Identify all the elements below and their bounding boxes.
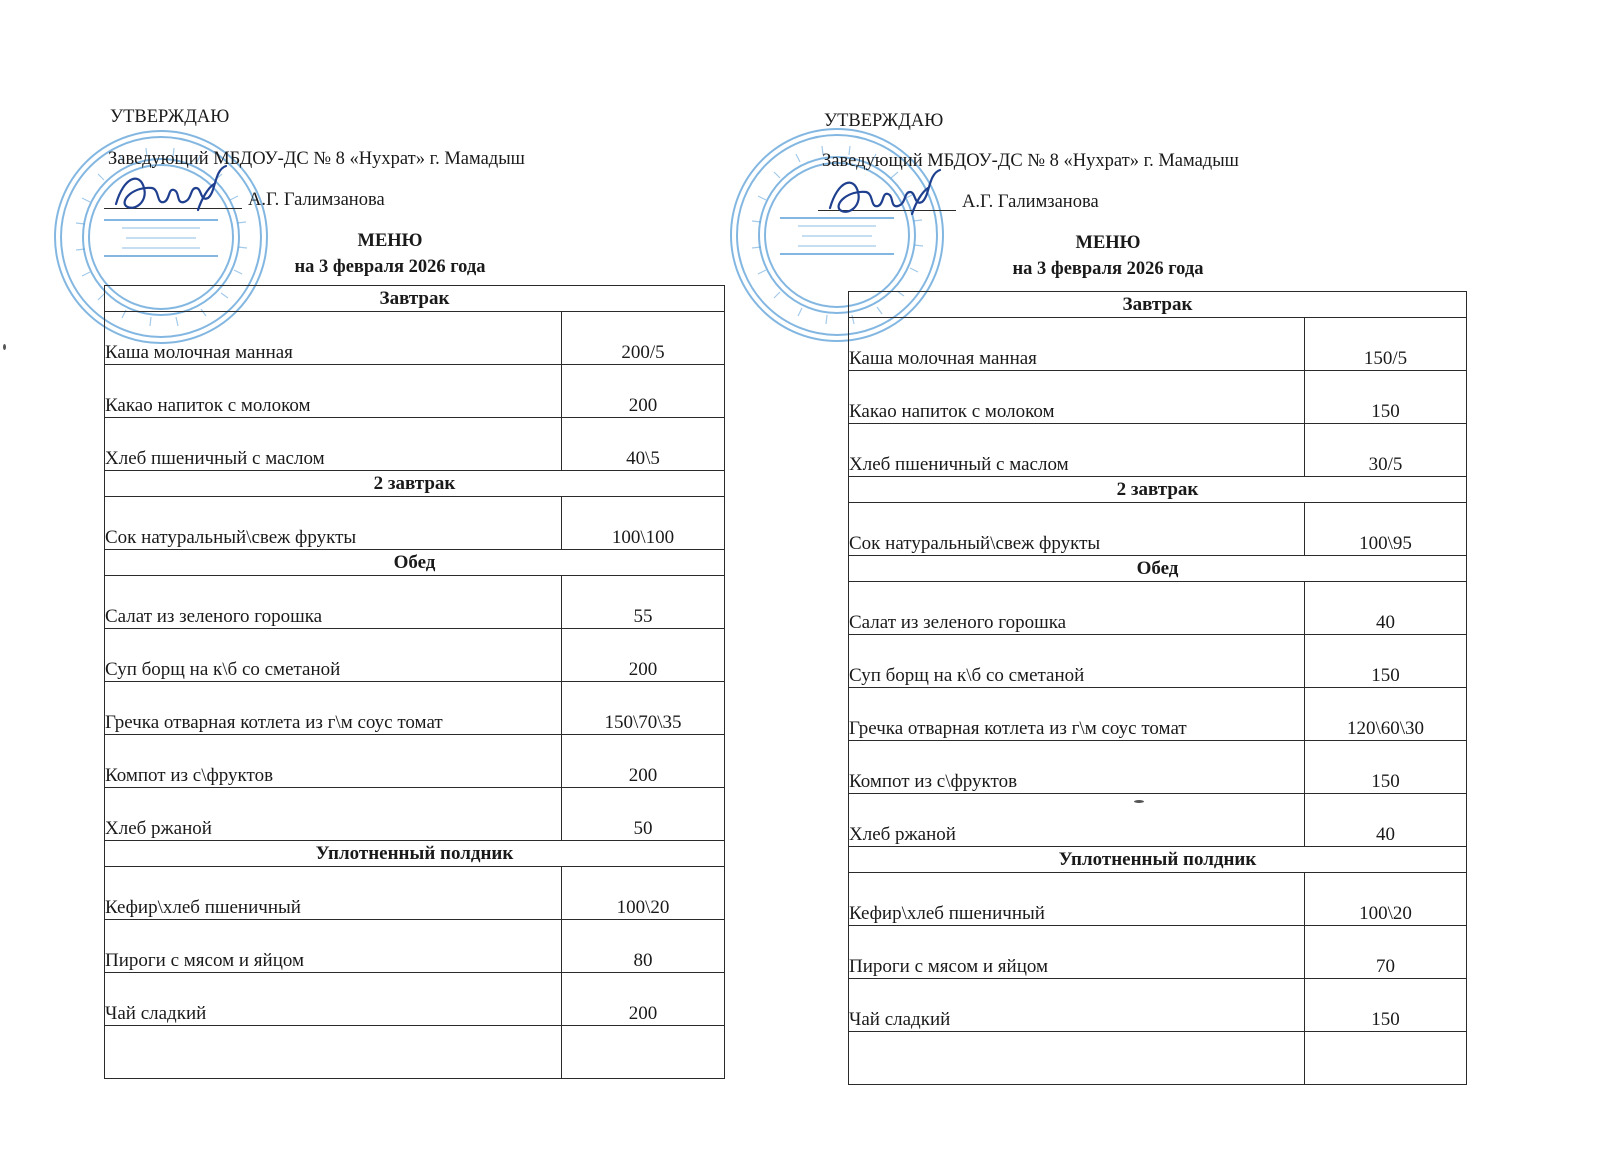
table-row — [105, 312, 725, 365]
dish-name: Суп борщ на к\б со сметаной — [105, 629, 562, 682]
approval-position: Заведующий МБДОУ-ДС № 8 «Нухрат» г. Мамадыш — [108, 149, 525, 169]
table-row — [849, 873, 1467, 926]
dish-name — [105, 1026, 562, 1079]
table-row — [105, 365, 725, 418]
dish-amount: 200/5 — [562, 312, 725, 365]
dish-amount: 150 — [1305, 979, 1467, 1032]
section-heading: Обед — [849, 556, 1467, 582]
dish-name: Пироги с мясом и яйцом — [105, 920, 562, 973]
section-row-breakfast — [849, 292, 1467, 318]
table-row — [849, 582, 1467, 635]
table-row — [849, 688, 1467, 741]
dish-amount: 40 — [1305, 582, 1467, 635]
section-heading: 2 завтрак — [105, 471, 725, 497]
menu-table — [104, 285, 725, 1079]
dish-name: Сок натуральный\свеж фрукты — [849, 503, 1305, 556]
dish-amount — [562, 1026, 725, 1079]
table-row — [849, 318, 1467, 371]
table-row — [849, 979, 1467, 1032]
dish-name: Пироги с мясом и яйцом — [849, 926, 1305, 979]
menu-title: МЕНЮ — [357, 231, 423, 251]
dish-name: Какао напиток с молоком — [849, 371, 1305, 424]
dish-amount: 120\60\30 — [1305, 688, 1467, 741]
handwritten-signature — [104, 158, 244, 228]
dish-amount: 100\100 — [562, 497, 725, 550]
dish-name: Сок натуральный\свеж фрукты — [105, 497, 562, 550]
dish-name: Хлеб пшеничный с маслом — [849, 424, 1305, 477]
handwritten-signature — [818, 162, 958, 232]
section-heading: Уплотненный полдник — [849, 847, 1467, 873]
dish-name: Салат из зеленого горошка — [849, 582, 1305, 635]
dish-amount: 200 — [562, 629, 725, 682]
section-heading: Уплотненный полдник — [105, 841, 725, 867]
table-row — [105, 629, 725, 682]
section-heading: Завтрак — [105, 286, 725, 312]
table-row — [849, 794, 1467, 847]
dish-name: Какао напиток с молоком — [105, 365, 562, 418]
menu-date: на 3 февраля 2026 года — [1012, 259, 1204, 279]
dish-name — [849, 1032, 1305, 1085]
dish-name: Гречка отварная котлета из г\м соус томат — [105, 682, 562, 735]
director-name: А.Г. Галимзанова — [248, 190, 385, 210]
menu-sheet-left — [0, 0, 760, 1164]
menu-sheet-right — [740, 0, 1500, 1164]
table-row — [849, 635, 1467, 688]
section-heading: Обед — [105, 550, 725, 576]
dish-name: Компот из с\фруктов — [849, 741, 1305, 794]
dish-name: Чай сладкий — [105, 973, 562, 1026]
dish-name: Суп борщ на к\б со сметаной — [849, 635, 1305, 688]
section-heading: Завтрак — [849, 292, 1467, 318]
dish-name: Хлеб ржаной — [105, 788, 562, 841]
table-row — [105, 497, 725, 550]
dish-amount: 100\20 — [562, 867, 725, 920]
table-row-empty — [849, 1032, 1467, 1085]
scan-speck — [1134, 800, 1144, 803]
approval-heading: УТВЕРЖДАЮ — [110, 107, 230, 127]
dish-amount: 200 — [562, 365, 725, 418]
dish-amount: 40 — [1305, 794, 1467, 847]
dish-amount: 150\70\35 — [562, 682, 725, 735]
dish-name: Салат из зеленого горошка — [105, 576, 562, 629]
director-name: А.Г. Галимзанова — [962, 192, 1099, 212]
dish-name: Гречка отварная котлета из г\м соус томат — [849, 688, 1305, 741]
menu-date: на 3 февраля 2026 года — [294, 257, 486, 277]
dish-name: Каша молочная манная — [105, 312, 562, 365]
dish-name: Хлеб ржаной — [849, 794, 1305, 847]
dish-amount: 100\95 — [1305, 503, 1467, 556]
menu-title: МЕНЮ — [1075, 233, 1141, 253]
dish-name: Чай сладкий — [849, 979, 1305, 1032]
dish-amount: 55 — [562, 576, 725, 629]
table-row — [105, 867, 725, 920]
dish-name: Хлеб пшеничный с маслом — [105, 418, 562, 471]
section-row-afternoon-snack — [105, 841, 725, 867]
section-row-second-breakfast — [849, 477, 1467, 503]
dish-amount: 150 — [1305, 741, 1467, 794]
table-row-empty — [105, 1026, 725, 1079]
dish-amount: 200 — [562, 973, 725, 1026]
table-row — [105, 735, 725, 788]
section-row-lunch — [849, 556, 1467, 582]
table-row — [849, 503, 1467, 556]
dish-name: Каша молочная манная — [849, 318, 1305, 371]
table-row — [849, 424, 1467, 477]
dish-name: Кефир\хлеб пшеничный — [849, 873, 1305, 926]
table-row — [105, 920, 725, 973]
dish-amount: 100\20 — [1305, 873, 1467, 926]
table-row — [105, 788, 725, 841]
scan-speck — [3, 344, 6, 350]
dish-amount: 200 — [562, 735, 725, 788]
section-row-second-breakfast — [105, 471, 725, 497]
section-row-afternoon-snack — [849, 847, 1467, 873]
table-row — [849, 926, 1467, 979]
dish-amount: 40\5 — [562, 418, 725, 471]
section-row-breakfast — [105, 286, 725, 312]
dish-amount: 150/5 — [1305, 318, 1467, 371]
menu-table — [848, 291, 1467, 1085]
dish-amount: 50 — [562, 788, 725, 841]
table-row — [849, 371, 1467, 424]
table-row — [849, 741, 1467, 794]
approval-heading: УТВЕРЖДАЮ — [824, 111, 944, 131]
dish-amount: 150 — [1305, 371, 1467, 424]
dish-amount: 30/5 — [1305, 424, 1467, 477]
dish-name: Кефир\хлеб пшеничный — [105, 867, 562, 920]
approval-position: Заведующий МБДОУ-ДС № 8 «Нухрат» г. Мамадыш — [822, 151, 1239, 171]
table-row — [105, 418, 725, 471]
dish-name: Компот из с\фруктов — [105, 735, 562, 788]
dish-amount: 150 — [1305, 635, 1467, 688]
table-row — [105, 682, 725, 735]
section-heading: 2 завтрак — [849, 477, 1467, 503]
dish-amount — [1305, 1032, 1467, 1085]
dish-amount: 70 — [1305, 926, 1467, 979]
table-row — [105, 973, 725, 1026]
section-row-lunch — [105, 550, 725, 576]
dish-amount: 80 — [562, 920, 725, 973]
table-row — [105, 576, 725, 629]
